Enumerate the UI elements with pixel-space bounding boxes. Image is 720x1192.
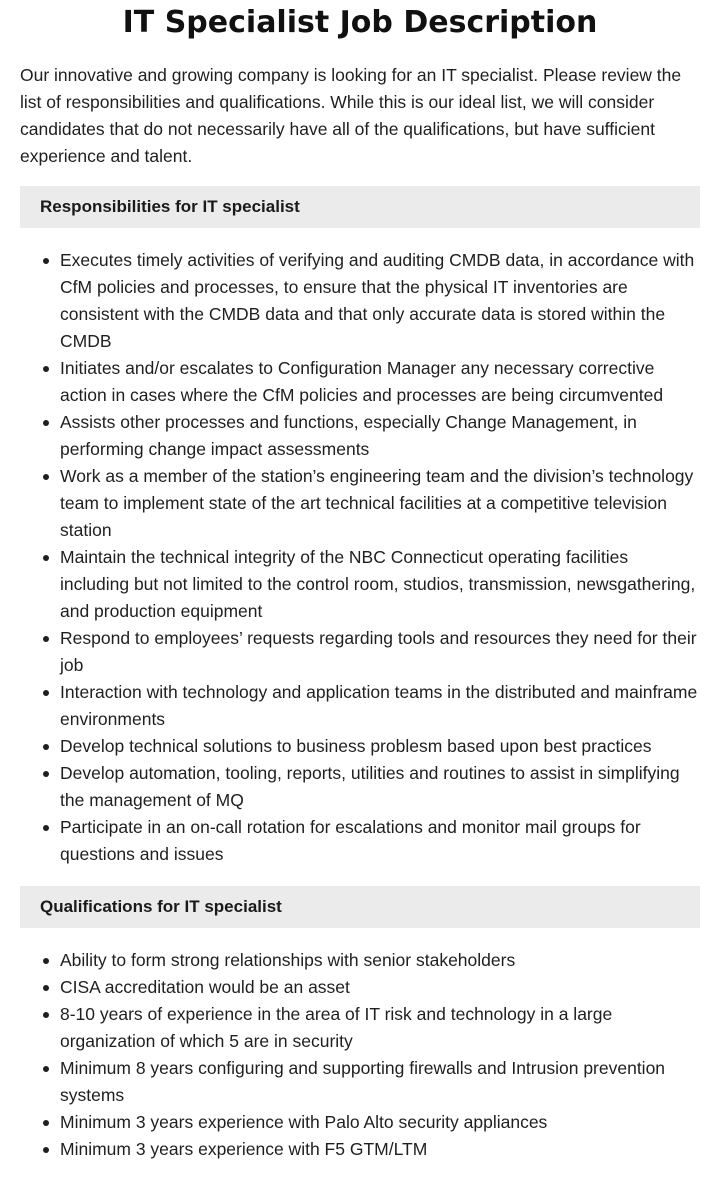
- responsibilities-list: [20, 247, 700, 868]
- list-item: Minimum 3 years experience with F5 GTM/LTM: [60, 1136, 700, 1163]
- list-item: Work as a member of the station’s engineering team and the division’s technology team to implement state of the art technical facilities at a competitive television station: [60, 463, 700, 544]
- list-item: Minimum 8 years configuring and supporting firewalls and Intrusion prevention systems: [60, 1055, 700, 1109]
- qualifications-heading: Qualifications for IT specialist: [20, 886, 700, 928]
- list-item: Assists other processes and functions, especially Change Management, in performing change impact assessments: [60, 409, 700, 463]
- list-item: Respond to employees’ requests regarding tools and resources they need for their job: [60, 625, 700, 679]
- list-item: Ability to form strong relationships with senior stakeholders: [60, 947, 700, 974]
- list-item: CISA accreditation would be an asset: [60, 974, 700, 1001]
- list-item: Interaction with technology and application teams in the distributed and mainframe environments: [60, 679, 700, 733]
- list-item: Minimum 3 years experience with Palo Alto security appliances: [60, 1109, 700, 1136]
- list-item: Executes timely activities of verifying and auditing CMDB data, in accordance with CfM policies and processes, to ensure that the physical IT inventories are consistent with the CMDB data and that only accurate data is stored within the CMDB: [60, 247, 700, 355]
- list-item: 8-10 years of experience in the area of IT risk and technology in a large organization of which 5 are in security: [60, 1001, 700, 1055]
- list-item: Participate in an on-call rotation for escalations and monitor mail groups for questions and issues: [60, 814, 700, 868]
- responsibilities-heading: Responsibilities for IT specialist: [20, 186, 700, 228]
- list-item: Initiates and/or escalates to Configuration Manager any necessary corrective action in cases where the CfM policies and processes are being circumvented: [60, 355, 700, 409]
- page-title: IT Specialist Job Description: [122, 5, 598, 40]
- qualifications-list: [20, 947, 700, 1163]
- list-item: Develop technical solutions to business problesm based upon best practices: [60, 733, 700, 760]
- list-item: Maintain the technical integrity of the NBC Connecticut operating facilities including but not limited to the control room, studios, transmission, newsgathering, and production equipment: [60, 544, 700, 625]
- intro-paragraph: Our innovative and growing company is looking for an IT specialist. Please review the list of responsibilities and qualifications. While this is our ideal list, we will consider candidates that do not necessarily have all of the qualifications, but have sufficient experience and talent.: [20, 65, 682, 166]
- list-item: Develop automation, tooling, reports, utilities and routines to assist in simplifying the management of MQ: [60, 760, 700, 814]
